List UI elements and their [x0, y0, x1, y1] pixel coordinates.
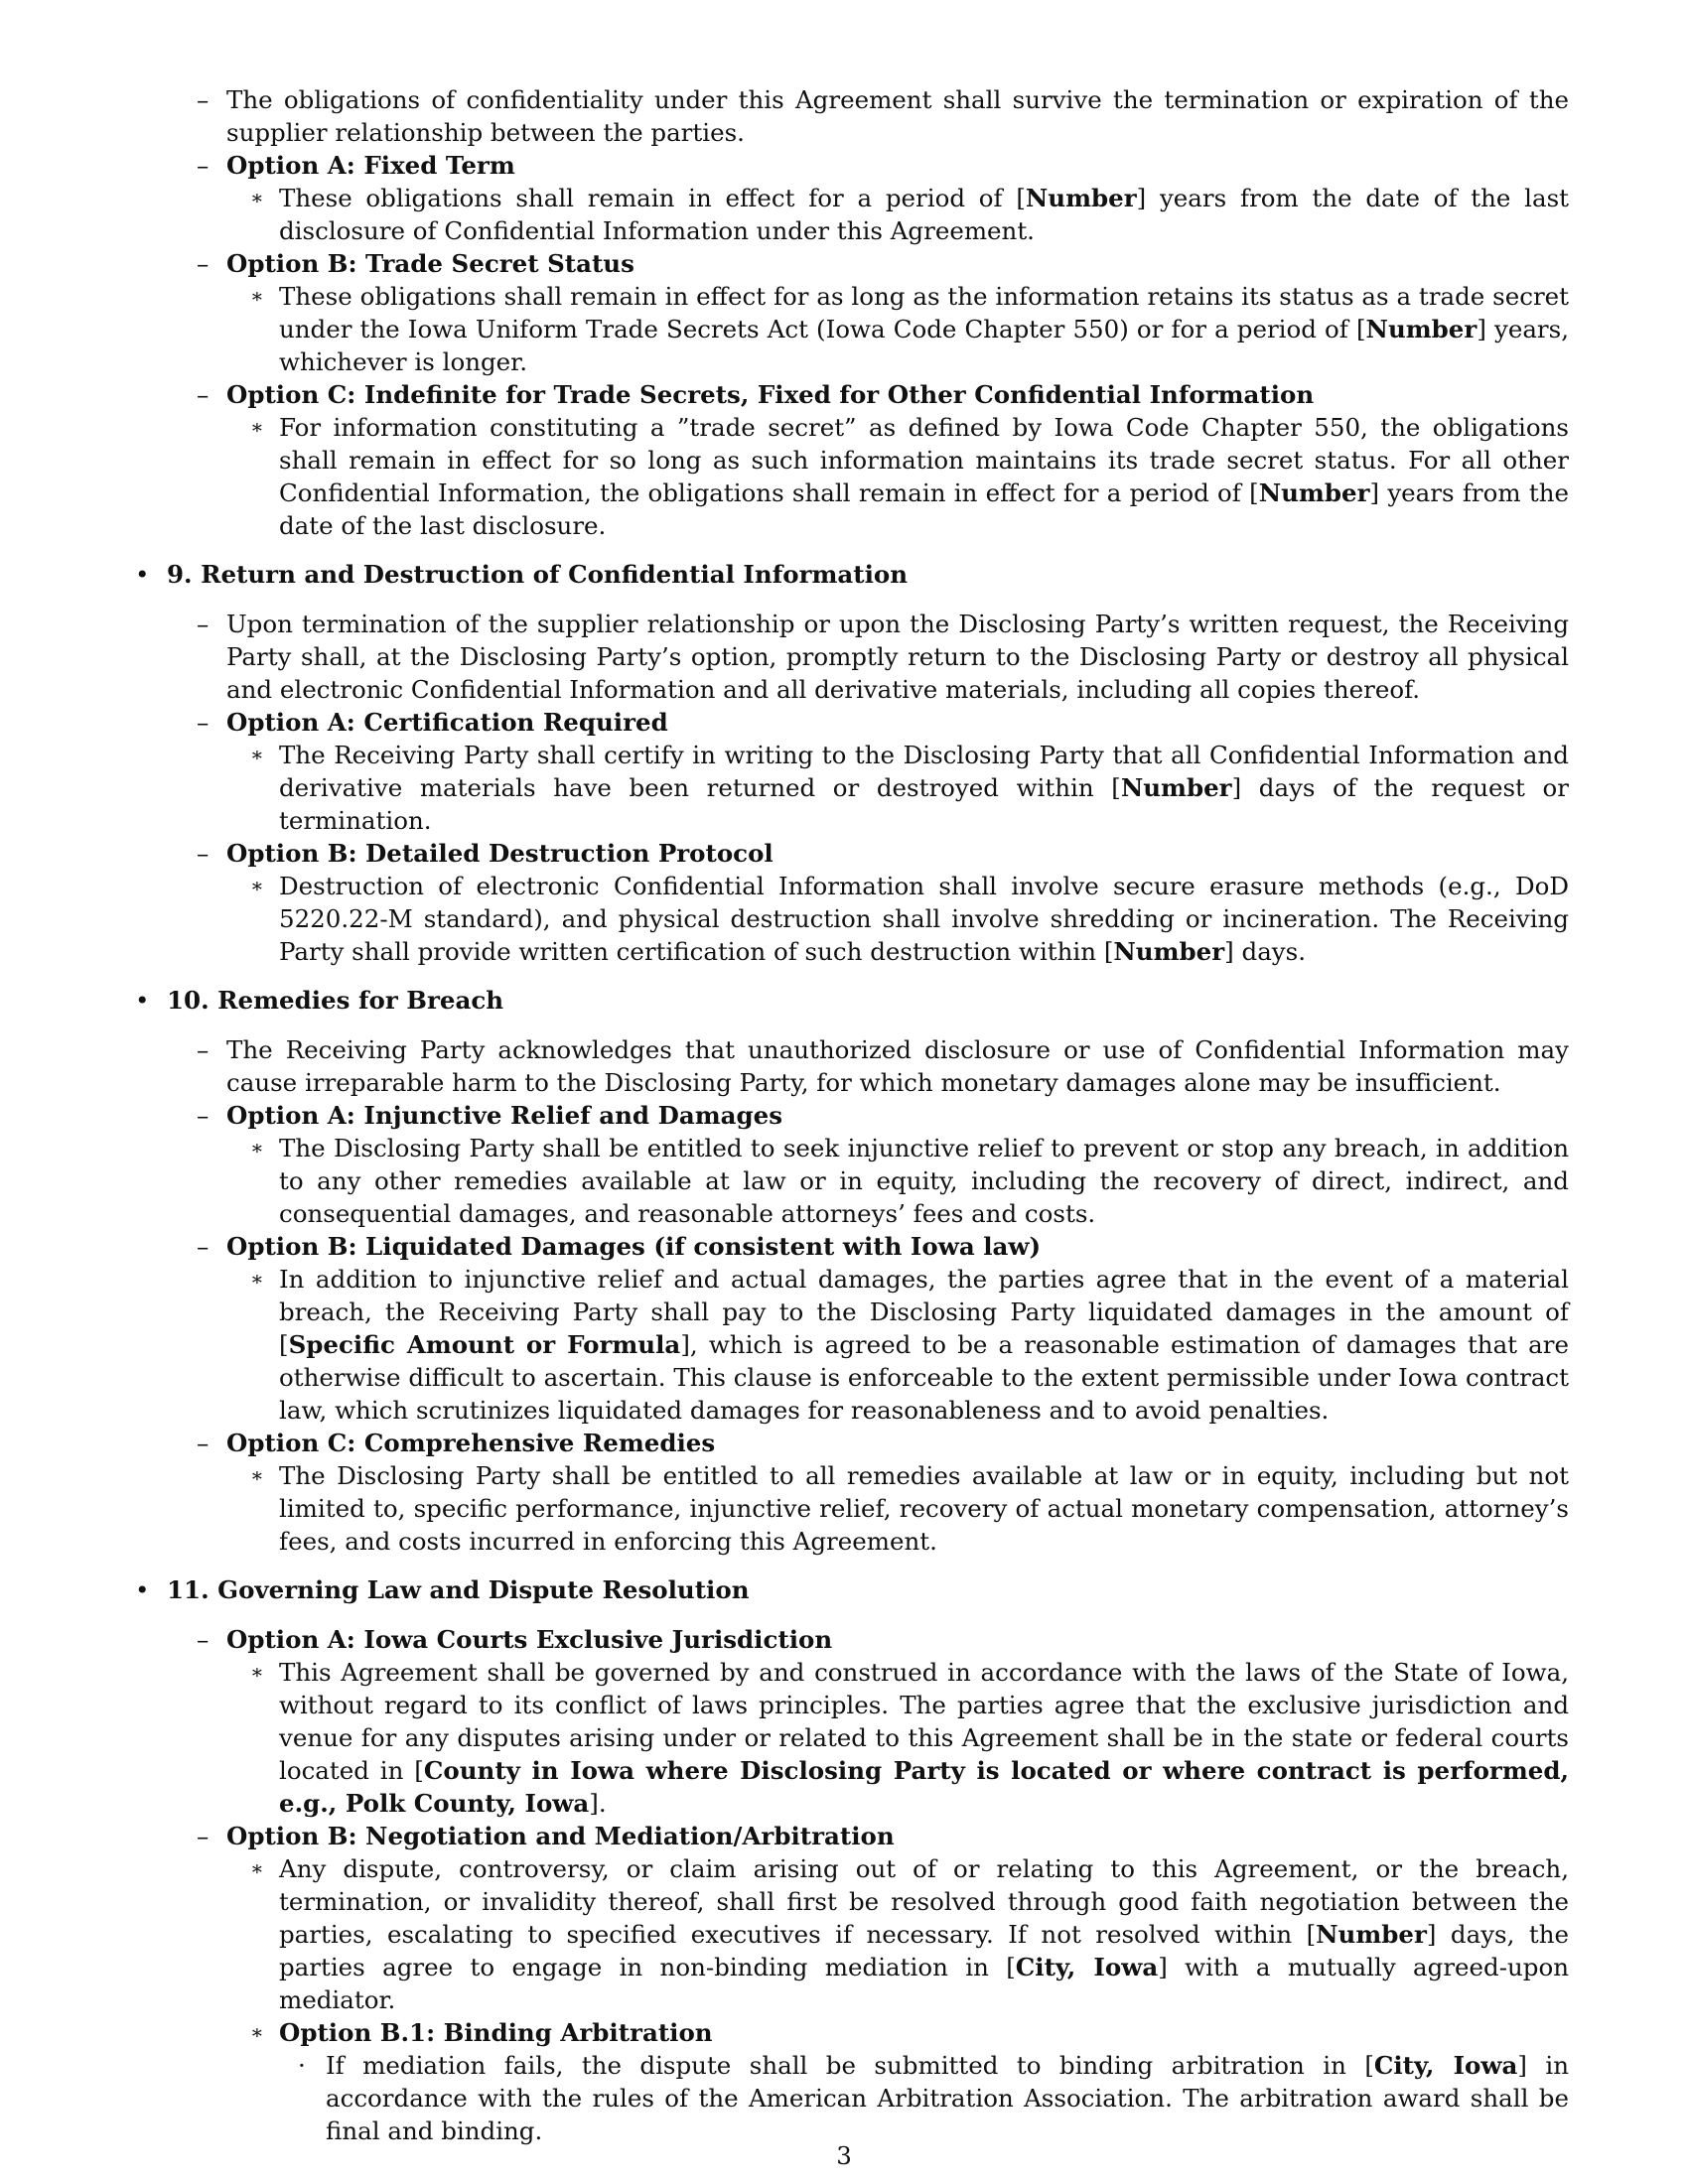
survival-clause: [0, 83, 1569, 149]
option-heading: – Option A: Fixed Term: [197, 151, 515, 180]
section-title: 10. Remedies for Breach: [167, 986, 504, 1015]
option-text: ∗ The Receiving Party shall certify in writing to the Disclosing Party that all Confidential Information and derivative materials have been returned or destroyed within [Number] days of the request or termination.: [250, 741, 1569, 835]
document-page: [0, 83, 1688, 2147]
option-text: ∗ The Disclosing Party shall be entitled to all remedies available at law or in equity, including but not limited to, specific performance, injunctive relief, recovery of actual monetary compensation, attorney’s fees, and costs incurred in enforcing this Agreement.: [250, 1461, 1569, 1556]
bullet-icon: •: [135, 986, 150, 1015]
option-text: ∗ This Agreement shall be governed by and construed in accordance with the laws of the State of Iowa, without regard to its conflict of laws principles. The parties agree that the exclusive jurisdiction and venue for any disputes arising under or related to this Agreement shall be in the state or federal courts located in [County in Iowa where Disclosing Party is located or where contract is performed, e.g., Polk County, Iowa].: [250, 1658, 1569, 1818]
section-10: [0, 984, 1569, 1017]
option-heading: – Option B: Trade Secret Status: [197, 249, 634, 278]
option-title: Option C: Indefinite for Trade Secrets, Fixed for Other Confidential Information: [226, 380, 1315, 409]
page-number: 3: [836, 2141, 852, 2170]
option-heading: – Option B: Liquidated Damages (if consistent with Iowa law): [197, 1232, 1042, 1261]
option-heading: – Option B: Negotiation and Mediation/Arbitration: [197, 1822, 895, 1850]
option-heading: – Option A: Injunctive Relief and Damages: [197, 1101, 783, 1130]
section-title: 9. Return and Destruction of Confidential Information: [167, 560, 909, 589]
dash-bullet: –: [197, 85, 210, 114]
option-text: ∗ These obligations shall remain in effect for as long as the information retains its status as a trade secret under the Iowa Uniform Trade Secrets Act (Iowa Code Chapter 550) or for a period of [Number] years, whichever is longer.: [250, 282, 1569, 376]
option-heading: – Option A: Certification Required: [197, 708, 668, 737]
section-body: – The Receiving Party acknowledges that unauthorized disclosure or use of Confidential Information may cause irreparable harm to the Disclosing Party, for which monetary damages alone may be insufficient.: [197, 1035, 1569, 1097]
survival-text: The obligations of confidentiality under this Agreement shall survive the termination or expiration of the supplier relationship between the parties.: [226, 85, 1569, 147]
option-title: Option B: Trade Secret Status: [226, 249, 634, 278]
option-text: ∗ Any dispute, controversy, or claim arising out of or relating to this Agreement, or the breach, termination, or invalidity thereof, shall first be resolved through good faith negotiation between the parties, escalating to specified executives if necessary. If not resolved within [Number] days, the parties agree to engage in non-binding mediation in [City, Iowa] with a mutually agreed-upon mediator.: [250, 1854, 1569, 2014]
option-text: ∗ The Disclosing Party shall be entitled to seek injunctive relief to prevent or stop any breach, in addition to any other remedies available at law or in equity, including the recovery of direct, indirect, and consequential damages, and reasonable attorneys’ fees and costs.: [250, 1134, 1569, 1228]
section-9: [0, 558, 1569, 591]
option-title: Option A: Fixed Term: [226, 151, 515, 180]
option-text: ∗ In addition to injunctive relief and actual damages, the parties agree that in the event of a material breach, the Receiving Party shall pay to the Disclosing Party liquidated damages in the amount of [Specific Amount or Formula], which is agreed to be a reasonable estimation of damages that are otherwise difficult to ascertain. This clause is enforceable to the extent permissible under Iowa contract law, which scrutinizes liquidated damages for reasonableness and to avoid penalties.: [250, 1265, 1569, 1425]
option-heading: – Option B: Detailed Destruction Protocol: [197, 839, 774, 868]
bullet-icon: •: [135, 560, 150, 589]
option-heading: – Option C: Comprehensive Remedies: [197, 1429, 716, 1457]
option-heading: – Option C: Indefinite for Trade Secrets, Fixed for Other Confidential Information: [197, 380, 1315, 409]
option-text: ∗ For information constituting a ”trade secret” as defined by Iowa Code Chapter 550, the obligations shall remain in effect for so long as such information maintains its trade secret status. For all other Confidential Information, the obligations shall remain in effect for a period of [Number] years from the date of the last disclosure.: [250, 413, 1569, 540]
option-text: ∗ Destruction of electronic Confidential Information shall involve secure erasure methods (e.g., DoD 5220.22-M standard), and physical destruction shall involve shredding or incineration. The Receiving Party shall provide written certification of such destruction within [Number] days.: [250, 872, 1569, 966]
section-title: 11. Governing Law and Dispute Resolution: [167, 1575, 750, 1604]
option-text: ∗ These obligations shall remain in effect for a period of [Number] years from the date of the last disclosure of Confidential Information under this Agreement.: [250, 184, 1569, 245]
option-heading: – Option A: Iowa Courts Exclusive Jurisdiction: [197, 1625, 833, 1654]
bullet-icon: •: [135, 1575, 150, 1604]
section-body: – Upon termination of the supplier relationship or upon the Disclosing Party’s written request, the Receiving Party shall, at the Disclosing Party’s option, promptly return to the Disclosing Party or destroy all physical and electronic Confidential Information and all derivative materials, including all copies thereof.: [197, 610, 1569, 704]
section-11: [0, 1573, 1569, 1606]
sub-option-text: · If mediation fails, the dispute shall be submitted to binding arbitration in [City, Iowa] in accordance with the rules of the American Arbitration Association. The arbitration award shall be final and binding.: [298, 2051, 1569, 2145]
sub-option-heading: ∗ Option B.1: Binding Arbitration: [250, 2018, 713, 2047]
